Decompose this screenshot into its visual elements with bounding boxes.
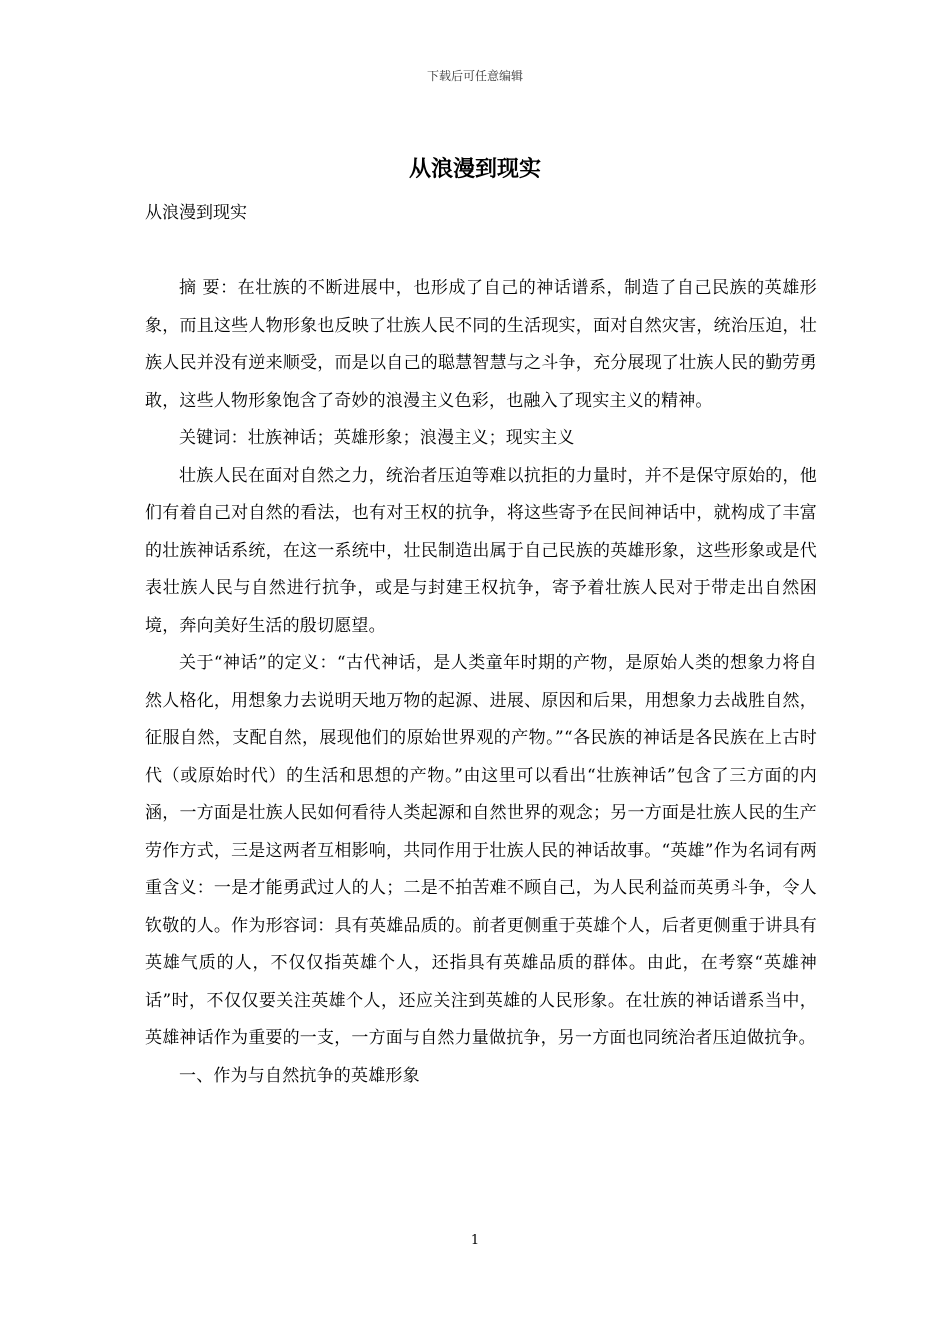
page-number: 1 bbox=[470, 1233, 480, 1248]
keywords-paragraph: 关键词：壮族神话；英雄形象；浪漫主义；现实主义 bbox=[179, 428, 575, 448]
document-title: 从浪漫到现实 bbox=[408, 156, 541, 182]
body-paragraph: 关于“神话”的定义：“古代神话，是人类童年时期的产物，是原始人类的想象力将自然人格化，用想象力去说明天地万物的起源、进展、原因和后果，用想象力去战胜自然，征服自然，支配自然，展现他们的原始世界观的产物。”“各民族的神话是各民族在上古时代（或原始时代）的生活和思想的产物。”由这里可以看出“壮族神话”包含了三方面的内涵，一方面是壮族人民如何看待人类起源和自然世界的观念；另一方面是壮族人民的生产劳作方式，三是这两者互相影响，共同作用于壮族人民的神话故事。“英雄”作为名词有两重含义：一是才能勇武过人的人；二是不拍苦难不顾自己，为人民利益而英勇斗争，令人钦敬的人。作为形容词：具有英雄品质的。前者更侧重于英雄个人，后者更侧重于讲具有英雄气质的人，不仅仅指英雄个人，还指具有英雄品质的群体。由此，在考察“英雄神话”时，不仅仅要关注英雄个人，还应关注到英雄的人民形象。在壮族的神话谱系当中，英雄神话作为重要的一支，一方面与自然力量做抗争，另一方面也同统治者压迫做抗争。 bbox=[145, 653, 817, 1048]
document-subtitle: 从浪漫到现实 bbox=[145, 203, 247, 223]
section-heading: 一、作为与自然抗争的英雄形象 bbox=[179, 1065, 420, 1086]
header-note: 下载后可任意编辑 bbox=[426, 69, 523, 83]
body-paragraph: 壮族人民在面对自然之力，统治者压迫等难以抗拒的力量时，并不是保守原始的，他们有着自己对自然的看法，也有对王权的抗争，将这些寄予在民间神话中，就构成了丰富的壮族神话系统，在这一系统中，壮民制造出属于自己民族的英雄形象，这些形象或是代表壮族人民与自然进行抗争，或是与封建王权抗争，寄予着壮族人民对于带走出自然困境，奔向美好生活的殷切愿望。 bbox=[145, 465, 817, 636]
abstract-paragraph: 摘 要：在壮族的不断进展中，也形成了自己的神话谱系，制造了自己民族的英雄形象，而且这些人物形象也反映了壮族人民不同的生活现实，面对自然灾害，统治压迫，壮族人民并没有逆来顺受，而是以自己的聪慧智慧与之斗争，充分展现了壮族人民的勤劳勇敢，这些人物形象饱含了奇妙的浪漫主义色彩，也融入了现实主义的精神。 bbox=[145, 278, 817, 411]
document-body bbox=[145, 270, 817, 1095]
